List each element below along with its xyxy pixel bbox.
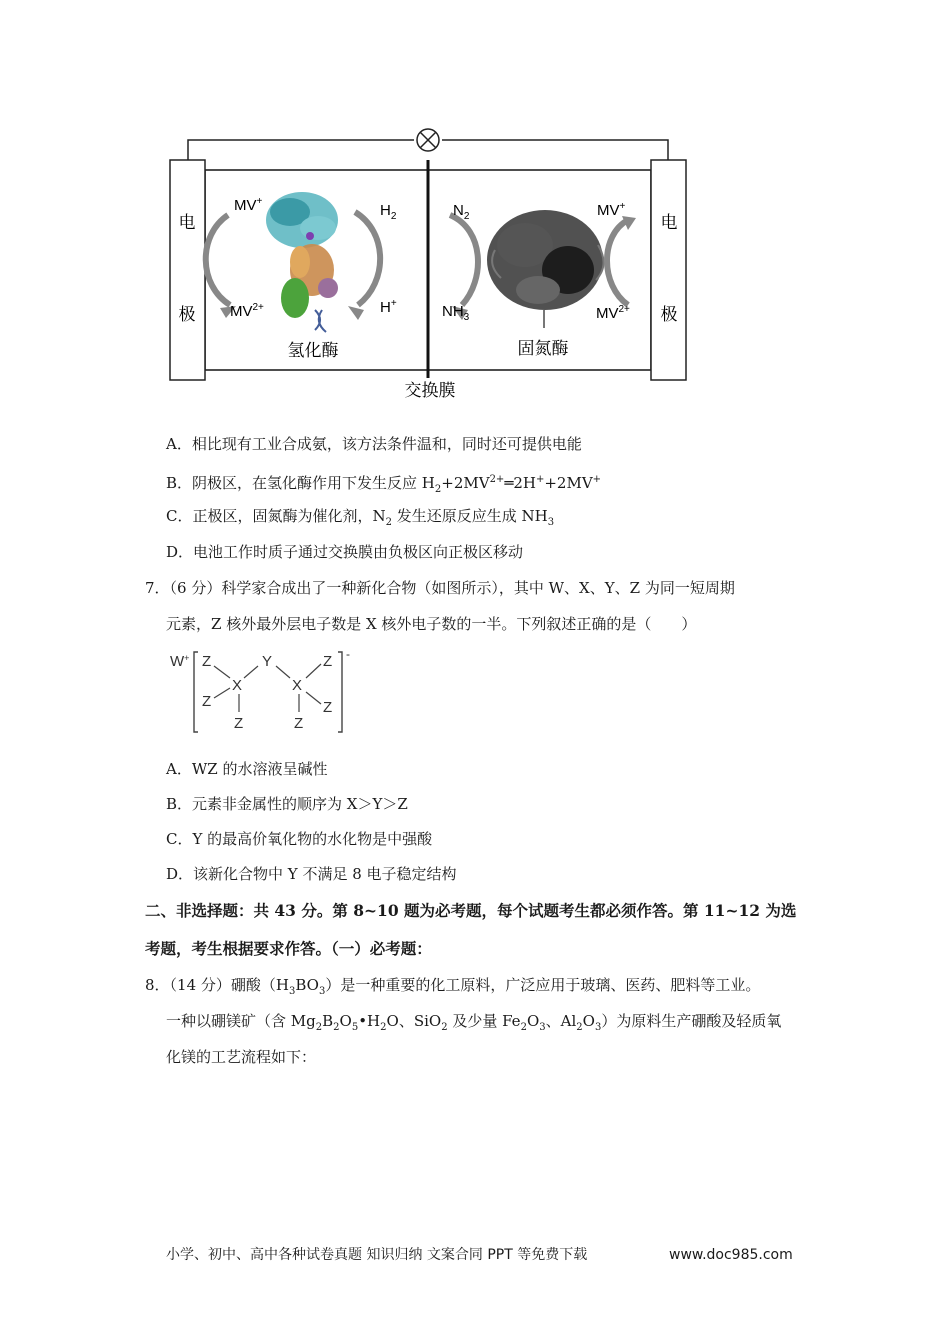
- label-exchange-membrane: 交换膜: [404, 381, 456, 400]
- atom-z: Z: [202, 653, 212, 670]
- right-arrow-n2: [450, 215, 478, 305]
- atom-w: W+: [170, 653, 190, 670]
- left-electrode-label-bottom: 极: [178, 305, 196, 324]
- wire-left: [188, 140, 414, 160]
- bonds: [214, 664, 321, 712]
- left-electrode-label-top: 电: [178, 213, 196, 232]
- label-hydrogenase: 氢化酶: [287, 341, 339, 360]
- q7-stem-line1: 7．（6 分）科学家合成出了一种新化合物（如图所示），其中 W、X、Y、Z 为同一短周期: [145, 579, 735, 597]
- right-electrode-label-bottom: 极: [660, 305, 678, 324]
- bulb-icon: [417, 129, 439, 151]
- atom-z: Z: [323, 699, 333, 716]
- atom-z: Z: [234, 715, 244, 732]
- left-arrow-h2: [355, 212, 380, 305]
- atom-x: X: [292, 677, 303, 694]
- hydrogenase-enzyme-image: [266, 192, 338, 332]
- right-electrode: [651, 160, 686, 380]
- label-mv-plus-right: MV+: [597, 201, 626, 219]
- q6-option-a: A．相比现有工业合成氨，该方法条件温和，同时还可提供电能: [166, 435, 582, 453]
- q7-option-b: B．元素非金属性的顺序为 X＞Y＞Z: [166, 795, 408, 813]
- q7-option-a: A．WZ 的水溶液呈碱性: [166, 760, 328, 778]
- arrowhead-icon: [348, 306, 364, 320]
- atom-z: Z: [294, 715, 304, 732]
- q7-stem-line2: 元素，Z 核外最外层电子数是 X 核外电子数的一半。下列叙述正确的是（ ）: [166, 615, 697, 633]
- right-electrode-label-top: 电: [660, 213, 678, 232]
- label-nh3: $NH_3$: [442, 303, 470, 323]
- q6-option-b: B．阴极区，在氢化酶作用下发生反应 $H_2+2MV^{2+}═2H^++2MV^+$: [166, 474, 602, 495]
- footer-text: 小学、初中、高中各种试卷真题 知识归纳 文案合同 PPT 等免费下载: [166, 1247, 588, 1263]
- section2-heading-line2: 考题，考生根据要求作答。（一）必考题：: [145, 939, 432, 958]
- q7-option-d: D．该新化合物中 Y 不满足 8 电子稳定结构: [166, 865, 457, 883]
- q7-option-c: C．Y 的最高价氧化物的水化物是中强酸: [166, 830, 433, 848]
- right-arrow-mv: [607, 220, 628, 305]
- left-arrow-mv: [206, 215, 230, 305]
- label-mv2-right: $MV^{2+}$: [596, 304, 630, 322]
- section2-heading-line1: 二、非选择题：共 43 分。第 8~10 题为必考题，每个试题考生都必须作答。第 11~12 为选: [145, 901, 797, 920]
- nitrogenase-enzyme-image: [487, 210, 604, 328]
- q8-line3: 化镁的工艺流程如下：: [166, 1048, 317, 1066]
- left-electrode: [170, 160, 205, 380]
- q8-line1: 8．（14 分）硼酸$(H_3BO_3)$是一种重要的化工原料，广泛应用于玻璃、医药、肥料等工业。: [145, 976, 761, 997]
- label-h-plus: H+: [380, 298, 397, 316]
- q6-option-d: D．电池工作时质子通过交换膜由负极区向正极区移动: [166, 543, 524, 561]
- q7-structure-diagram: [166, 646, 366, 736]
- wire-right: [442, 140, 668, 160]
- fuel-cell-diagram: [150, 120, 710, 410]
- charge-label: -: [346, 647, 350, 661]
- atom-z: Z: [323, 653, 333, 670]
- q6-option-c: C．正极区，固氮酶为催化剂，$N_2$ 发生还原反应生成 $NH_3$: [166, 507, 555, 528]
- label-n2: $N_2$: [453, 202, 470, 222]
- label-h2: $H_2$: [380, 202, 397, 222]
- atom-x: X: [232, 677, 243, 694]
- label-mv-plus-left: MV+: [234, 196, 263, 214]
- atom-y: Y: [262, 653, 273, 670]
- atom-z: Z: [202, 693, 212, 710]
- label-mv2-left: $MV^{2+}$: [230, 302, 264, 320]
- footer-url[interactable]: www.doc985.com: [669, 1247, 793, 1263]
- label-nitrogenase: 固氮酶: [517, 339, 569, 358]
- q8-line2: 一种以硼镁矿（含 $Mg_2B_2O_5•H_2O$、SiO$_2$ 及少量 $Fe_2O_3$、$Al_2O_3$）为原料生产硼酸及轻质氧: [166, 1012, 782, 1033]
